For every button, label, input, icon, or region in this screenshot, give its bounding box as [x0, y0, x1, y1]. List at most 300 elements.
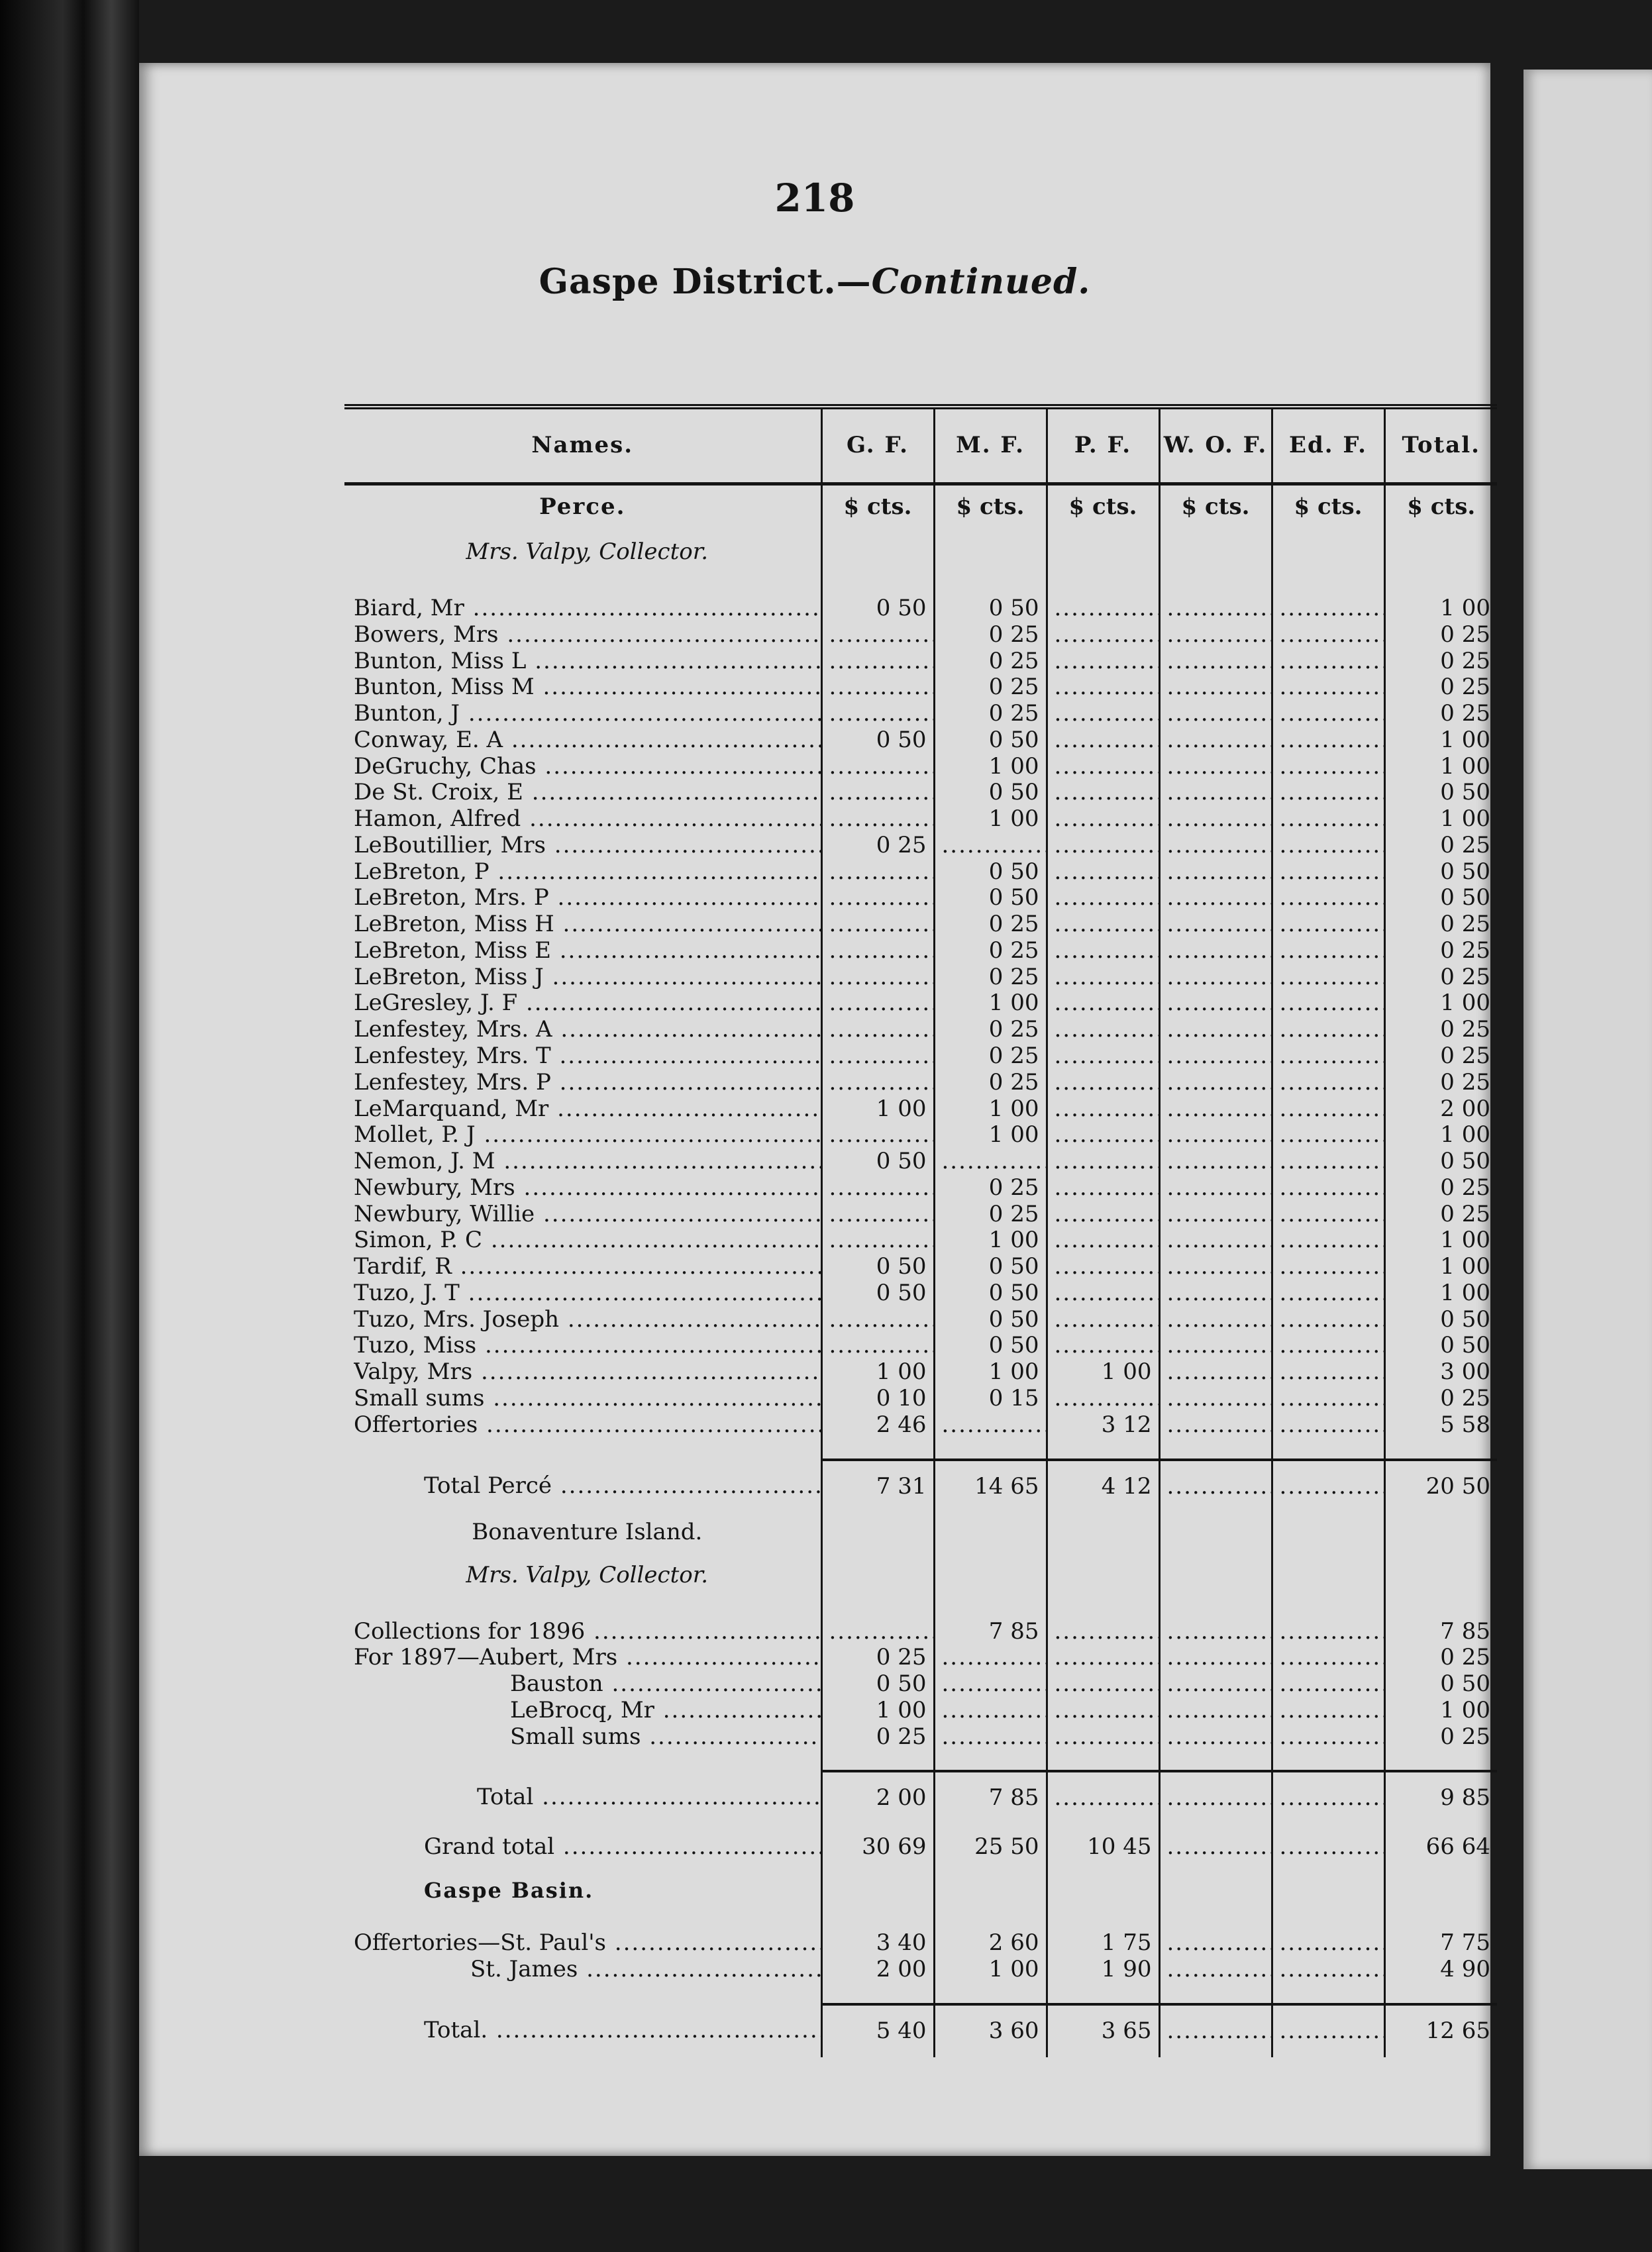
leader-dots [1167, 754, 1271, 780]
entry-name-label: LeBreton, Miss J [354, 964, 544, 990]
leader-dots [1167, 1671, 1271, 1698]
amount-mf: 1 00 [934, 1096, 1047, 1123]
leader-dots [1167, 938, 1271, 964]
empty-amount-gf [821, 780, 934, 806]
amount-gf: 1 00 [821, 1096, 934, 1123]
empty-amount-edf [1272, 780, 1384, 806]
spacer-cell [1272, 1513, 1384, 1553]
leader-dots [829, 1070, 933, 1096]
entry-name-label: LeBrocq, Mr [510, 1697, 654, 1723]
section-total-row [344, 1460, 1497, 1513]
empty-amount-edf [1272, 1043, 1384, 1070]
empty-amount-edf [1272, 1122, 1384, 1149]
amount-gf: 0 25 [821, 833, 934, 859]
grand-total-row [344, 1824, 1497, 1870]
leader-dots [1167, 911, 1271, 938]
spacer-cell [1272, 1750, 1384, 1771]
leader-dots [942, 1412, 1046, 1439]
table-row [344, 1254, 1497, 1280]
entry-name-label: Offertories [354, 1411, 478, 1438]
spacer-cell [1047, 1513, 1159, 1553]
empty-amount-edf [1272, 1957, 1384, 1983]
leader-dots [1167, 727, 1271, 754]
table-row [344, 1122, 1497, 1149]
leader-dots [1055, 1698, 1159, 1724]
empty-amount-pf [1047, 1202, 1159, 1228]
leader-dots [1167, 2018, 1271, 2045]
empty-amount-pf [1047, 1096, 1159, 1123]
entry-name [344, 1359, 821, 1386]
amount-total: 7 85 [1384, 1619, 1497, 1645]
empty-amount-edf [1272, 833, 1384, 859]
empty-amount-edf [1272, 1771, 1384, 1824]
spacer-row [344, 576, 1497, 595]
leader-dots [1167, 1930, 1271, 1957]
leader-dots [1055, 727, 1159, 754]
entry-name-text [354, 1017, 821, 1043]
leader-dots [1167, 622, 1271, 648]
table-row [344, 964, 1497, 991]
entry-name-text [354, 595, 821, 622]
leader-dots [1167, 806, 1271, 833]
entry-name [344, 1122, 821, 1149]
leader-dots [1055, 990, 1159, 1017]
empty-amount-wof [1159, 1175, 1272, 1202]
empty-amount-gf [821, 1227, 934, 1254]
amount-mf: 1 00 [934, 1122, 1047, 1149]
entry-name-text [470, 1957, 821, 1983]
leader-dots [1167, 964, 1271, 991]
amount-gf: 2 46 [821, 1412, 934, 1439]
entry-name-text [424, 1834, 821, 1861]
leader-dots [829, 990, 933, 1017]
entry-name [344, 727, 821, 754]
entry-name [344, 1824, 821, 1870]
entry-name-label: Total. [424, 2017, 488, 2043]
entry-name-text [354, 911, 821, 938]
empty-amount-wof [1159, 1254, 1272, 1280]
entry-name-text [354, 1254, 821, 1280]
empty-amount-pf [1047, 780, 1159, 806]
amount-total: 7 75 [1384, 1930, 1497, 1957]
entry-name [344, 1645, 821, 1671]
leader-dots [1055, 833, 1159, 859]
empty-amount-pf [1047, 1017, 1159, 1043]
leader-dots [1280, 1175, 1384, 1202]
empty-amount-wof [1159, 701, 1272, 727]
empty-amount-wof [1159, 1824, 1272, 1870]
empty-amount-gf [821, 990, 934, 1017]
entry-name-text [354, 1227, 821, 1254]
spacer-cell [1384, 1983, 1497, 2004]
amount-total: 1 00 [1384, 1280, 1497, 1307]
leader-dots [1280, 1930, 1384, 1957]
empty-amount-wof [1159, 964, 1272, 991]
leader-dots [829, 1307, 933, 1333]
spacer-cell [1384, 1750, 1497, 1771]
facing-page-edge [1523, 70, 1652, 2169]
spacer-row [344, 1599, 1497, 1619]
amount-pf: 3 12 [1047, 1412, 1159, 1439]
leader-dots [829, 648, 933, 675]
empty-amount-wof [1159, 622, 1272, 648]
empty-amount-gf [821, 859, 934, 886]
spacer-cell [1384, 1439, 1497, 1460]
empty-amount-wof [1159, 1227, 1272, 1254]
amount-mf: 0 25 [934, 622, 1047, 648]
entry-name-label: Mollet, P. J [354, 1122, 476, 1149]
spacer-cell [1159, 1983, 1272, 2004]
leader-dots [1167, 674, 1271, 701]
amount-total: 0 50 [1384, 885, 1497, 911]
empty-amount-edf [1272, 1149, 1384, 1175]
entry-name-text [510, 1724, 821, 1751]
amount-total: 1 00 [1384, 1698, 1497, 1724]
amount-mf: 0 25 [934, 701, 1047, 727]
unit-label: $ cts. [934, 484, 1047, 530]
empty-amount-wof [1159, 1017, 1272, 1043]
leader-dots [1280, 1307, 1384, 1333]
entry-name-label: Tardif, R [354, 1254, 452, 1280]
spacer-cell [821, 1870, 934, 1910]
leader-dots [1280, 1043, 1384, 1070]
spacer-cell [1159, 576, 1272, 595]
entry-name-text [354, 754, 821, 780]
leader-dots [1167, 1096, 1271, 1123]
leader-dots [1167, 833, 1271, 859]
amount-total: 0 50 [1384, 1671, 1497, 1698]
empty-amount-wof [1159, 885, 1272, 911]
spacer-cell [1272, 529, 1384, 576]
spacer-cell [1159, 1439, 1272, 1460]
empty-amount-edf [1272, 990, 1384, 1017]
spacer-cell [821, 1750, 934, 1771]
entry-name-text [354, 701, 821, 727]
leader-dots [1055, 1096, 1159, 1123]
amount-total: 1 00 [1384, 727, 1497, 754]
amount-mf: 0 50 [934, 859, 1047, 886]
leader-dots [829, 1619, 933, 1645]
amount-total: 0 25 [1384, 1070, 1497, 1096]
entry-name-label: LeBreton, Mrs. P [354, 885, 549, 911]
table-row [344, 1957, 1497, 1983]
entry-name-text [354, 622, 821, 648]
leader-dots [1055, 595, 1159, 622]
amount-mf: 1 00 [934, 1359, 1047, 1386]
amount-pf: 10 45 [1047, 1824, 1159, 1870]
spacer-cell [1384, 576, 1497, 595]
leader-dots [1280, 1412, 1384, 1439]
amount-total: 0 25 [1384, 911, 1497, 938]
amount-mf: 0 50 [934, 1333, 1047, 1359]
empty-amount-wof [1159, 727, 1272, 754]
leader-dots [1055, 806, 1159, 833]
amount-total: 1 00 [1384, 1227, 1497, 1254]
leader-dots [1167, 1202, 1271, 1228]
amount-mf: 14 65 [934, 1460, 1047, 1513]
empty-amount-wof [1159, 1645, 1272, 1671]
empty-amount-gf [821, 1333, 934, 1359]
spacer-cell [821, 1599, 934, 1619]
amount-total: 0 25 [1384, 674, 1497, 701]
table-row [344, 1333, 1497, 1359]
amount-total: 0 25 [1384, 622, 1497, 648]
amount-total: 0 50 [1384, 859, 1497, 886]
leader-dots [1055, 1280, 1159, 1307]
entry-name-text [354, 1280, 821, 1307]
amount-mf: 0 50 [934, 1307, 1047, 1333]
empty-amount-pf [1047, 911, 1159, 938]
leader-dots [1280, 1122, 1384, 1149]
empty-amount-pf [1047, 1333, 1159, 1359]
leader-dots [1055, 1122, 1159, 1149]
empty-amount-gf [821, 1175, 934, 1202]
entry-name-label: Tuzo, Miss [354, 1333, 477, 1359]
entry-name [344, 1386, 821, 1412]
entry-name [344, 1227, 821, 1254]
amount-gf: 0 50 [821, 1254, 934, 1280]
entry-name [344, 1724, 821, 1751]
leader-dots [1280, 964, 1384, 991]
empty-amount-edf [1272, 1671, 1384, 1698]
section-total-row [344, 2004, 1497, 2057]
empty-amount-edf [1272, 1307, 1384, 1333]
entry-name-text [354, 1307, 821, 1333]
empty-amount-edf [1272, 648, 1384, 675]
amount-pf: 3 65 [1047, 2004, 1159, 2057]
amount-mf: 0 25 [934, 674, 1047, 701]
empty-amount-gf [821, 1307, 934, 1333]
amount-gf: 2 00 [821, 1771, 934, 1824]
empty-amount-mf [934, 1724, 1047, 1751]
empty-amount-edf [1272, 1824, 1384, 1870]
table-row [344, 1043, 1497, 1070]
empty-amount-wof [1159, 1122, 1272, 1149]
leader-dots [1280, 806, 1384, 833]
amount-total: 1 00 [1384, 990, 1497, 1017]
empty-amount-wof [1159, 674, 1272, 701]
leader-dots [1055, 1671, 1159, 1698]
empty-amount-edf [1272, 1460, 1384, 1513]
section-heading-row [344, 1513, 1497, 1553]
entry-name-label: Offertories—St. Paul's [354, 1930, 606, 1957]
empty-amount-wof [1159, 1070, 1272, 1096]
empty-amount-pf [1047, 885, 1159, 911]
entry-name-text [510, 1671, 821, 1698]
entry-name-text [354, 1122, 821, 1149]
leader-dots [1167, 885, 1271, 911]
leader-dots [1055, 754, 1159, 780]
spacer-cell [1047, 1870, 1159, 1910]
empty-amount-gf [821, 701, 934, 727]
empty-amount-edf [1272, 622, 1384, 648]
leader-dots [1167, 1474, 1271, 1500]
entry-name-text [354, 938, 821, 964]
empty-amount-pf [1047, 806, 1159, 833]
spacer-cell [1159, 529, 1272, 576]
amount-total: 0 25 [1384, 938, 1497, 964]
amount-total: 1 00 [1384, 1254, 1497, 1280]
entry-name-text [510, 1698, 821, 1724]
collector-label: Mrs. Valpy, Collector. [466, 538, 709, 566]
spacer-cell [934, 1599, 1047, 1619]
leader-dots [1167, 1070, 1271, 1096]
amount-gf: 3 40 [821, 1930, 934, 1957]
leader-dots [1055, 1724, 1159, 1751]
leader-dots [829, 701, 933, 727]
empty-amount-edf [1272, 1333, 1384, 1359]
entry-name-label: Total [477, 1784, 534, 1811]
amount-total: 1 00 [1384, 1122, 1497, 1149]
amount-total: 0 25 [1384, 1724, 1497, 1751]
leader-dots [829, 806, 933, 833]
amount-mf: 0 50 [934, 1254, 1047, 1280]
amount-gf: 0 50 [821, 595, 934, 622]
entry-name-text [354, 833, 821, 859]
entry-name-text [424, 2018, 821, 2044]
leader-dots [1280, 2018, 1384, 2045]
empty-amount-edf [1272, 1175, 1384, 1202]
amount-mf: 0 25 [934, 1202, 1047, 1228]
leader-dots [1055, 911, 1159, 938]
amount-mf: 0 25 [934, 1175, 1047, 1202]
entry-name-text [354, 1333, 821, 1359]
col-header-edf: Ed. F. [1272, 407, 1384, 484]
amount-total: 2 00 [1384, 1096, 1497, 1123]
entry-name-label: Lenfestey, Mrs. P [354, 1069, 551, 1096]
leader-dots [1167, 1175, 1271, 1202]
spacer-cell [1384, 1599, 1497, 1619]
leader-dots [1055, 1175, 1159, 1202]
empty-amount-wof [1159, 648, 1272, 675]
empty-amount-wof [1159, 1043, 1272, 1070]
section-heading-gaspe-basin: Gaspe Basin. [424, 1877, 594, 1903]
leader-dots [1055, 1070, 1159, 1096]
section-heading: Bonaventure Island. [472, 1518, 703, 1545]
leader-dots [829, 1175, 933, 1202]
table-row [344, 1017, 1497, 1043]
amount-mf: 1 00 [934, 990, 1047, 1017]
leader-dots [1280, 622, 1384, 648]
empty-amount-gf [821, 885, 934, 911]
entry-name-label: Grand total [424, 1834, 555, 1861]
empty-amount-wof [1159, 1957, 1272, 1983]
amount-gf: 7 31 [821, 1460, 934, 1513]
leader-dots [1280, 701, 1384, 727]
page-number: 218 [774, 176, 855, 221]
leader-dots [1055, 780, 1159, 806]
empty-amount-wof [1159, 1386, 1272, 1412]
empty-amount-gf [821, 806, 934, 833]
empty-amount-wof [1159, 1412, 1272, 1439]
empty-amount-edf [1272, 859, 1384, 886]
spacer-cell [1272, 1870, 1384, 1910]
collector-row [344, 1553, 1497, 1599]
empty-amount-gf [821, 622, 934, 648]
leader-dots [1280, 1785, 1384, 1812]
amount-gf: 0 50 [821, 727, 934, 754]
leader-dots [1280, 1070, 1384, 1096]
column-header-row [344, 407, 1497, 484]
empty-amount-edf [1272, 701, 1384, 727]
empty-amount-edf [1272, 2004, 1384, 2057]
empty-amount-gf [821, 674, 934, 701]
leader-dots [1055, 1619, 1159, 1645]
collector-label: Mrs. Valpy, Collector. [466, 1561, 709, 1588]
spacer-cell [1272, 1553, 1384, 1599]
amount-mf: 1 00 [934, 806, 1047, 833]
table-body [344, 529, 1497, 2057]
leader-dots [1167, 1359, 1271, 1386]
spacer-cell [344, 1983, 821, 2004]
amount-total: 0 25 [1384, 1386, 1497, 1412]
empty-amount-gf [821, 1619, 934, 1645]
table-row [344, 1386, 1497, 1412]
amount-total: 1 00 [1384, 806, 1497, 833]
spacer-cell [934, 576, 1047, 595]
empty-amount-pf [1047, 1070, 1159, 1096]
entry-name [344, 780, 821, 806]
empty-amount-mf [934, 1412, 1047, 1439]
entry-name-label: Newbury, Willie [354, 1201, 535, 1227]
amount-mf: 7 85 [934, 1619, 1047, 1645]
leader-dots [1280, 648, 1384, 675]
amount-mf: 0 25 [934, 938, 1047, 964]
empty-amount-wof [1159, 833, 1272, 859]
unit-label: $ cts. [821, 484, 934, 530]
leader-dots [1055, 1333, 1159, 1359]
entry-name-label: Simon, P. C [354, 1227, 483, 1254]
entry-name [344, 1202, 821, 1228]
table-row [344, 990, 1497, 1017]
amount-mf: 0 25 [934, 1043, 1047, 1070]
empty-amount-mf [934, 1149, 1047, 1175]
empty-amount-pf [1047, 1280, 1159, 1307]
entry-name-label: Total Percé [424, 1472, 552, 1499]
amount-pf: 1 00 [1047, 1359, 1159, 1386]
empty-amount-pf [1047, 1043, 1159, 1070]
empty-amount-pf [1047, 701, 1159, 727]
unit-label: $ cts. [1047, 484, 1159, 530]
unit-row [344, 484, 1497, 530]
empty-amount-pf [1047, 727, 1159, 754]
contributions-table [344, 404, 1497, 2057]
empty-amount-pf [1047, 859, 1159, 886]
leader-dots [1167, 1254, 1271, 1280]
amount-mf: 7 85 [934, 1771, 1047, 1824]
empty-amount-edf [1272, 1930, 1384, 1957]
spacer-cell [1047, 1910, 1159, 1930]
leader-dots [1167, 1957, 1271, 1983]
entry-name-text [354, 1202, 821, 1228]
amount-pf: 4 12 [1047, 1460, 1159, 1513]
entry-name-text [354, 1619, 821, 1645]
empty-amount-wof [1159, 1359, 1272, 1386]
leader-dots [1280, 1474, 1384, 1500]
spacer-cell [1047, 1983, 1159, 2004]
spacer-cell [821, 1439, 934, 1460]
leader-dots [1167, 780, 1271, 806]
empty-amount-mf [934, 833, 1047, 859]
table-row [344, 780, 1497, 806]
spacer-cell [934, 529, 1047, 576]
table-row [344, 674, 1497, 701]
leader-dots [1280, 674, 1384, 701]
col-header-gf: G. F. [821, 407, 934, 484]
empty-amount-wof [1159, 911, 1272, 938]
leader-dots [1280, 1202, 1384, 1228]
table-row [344, 1202, 1497, 1228]
